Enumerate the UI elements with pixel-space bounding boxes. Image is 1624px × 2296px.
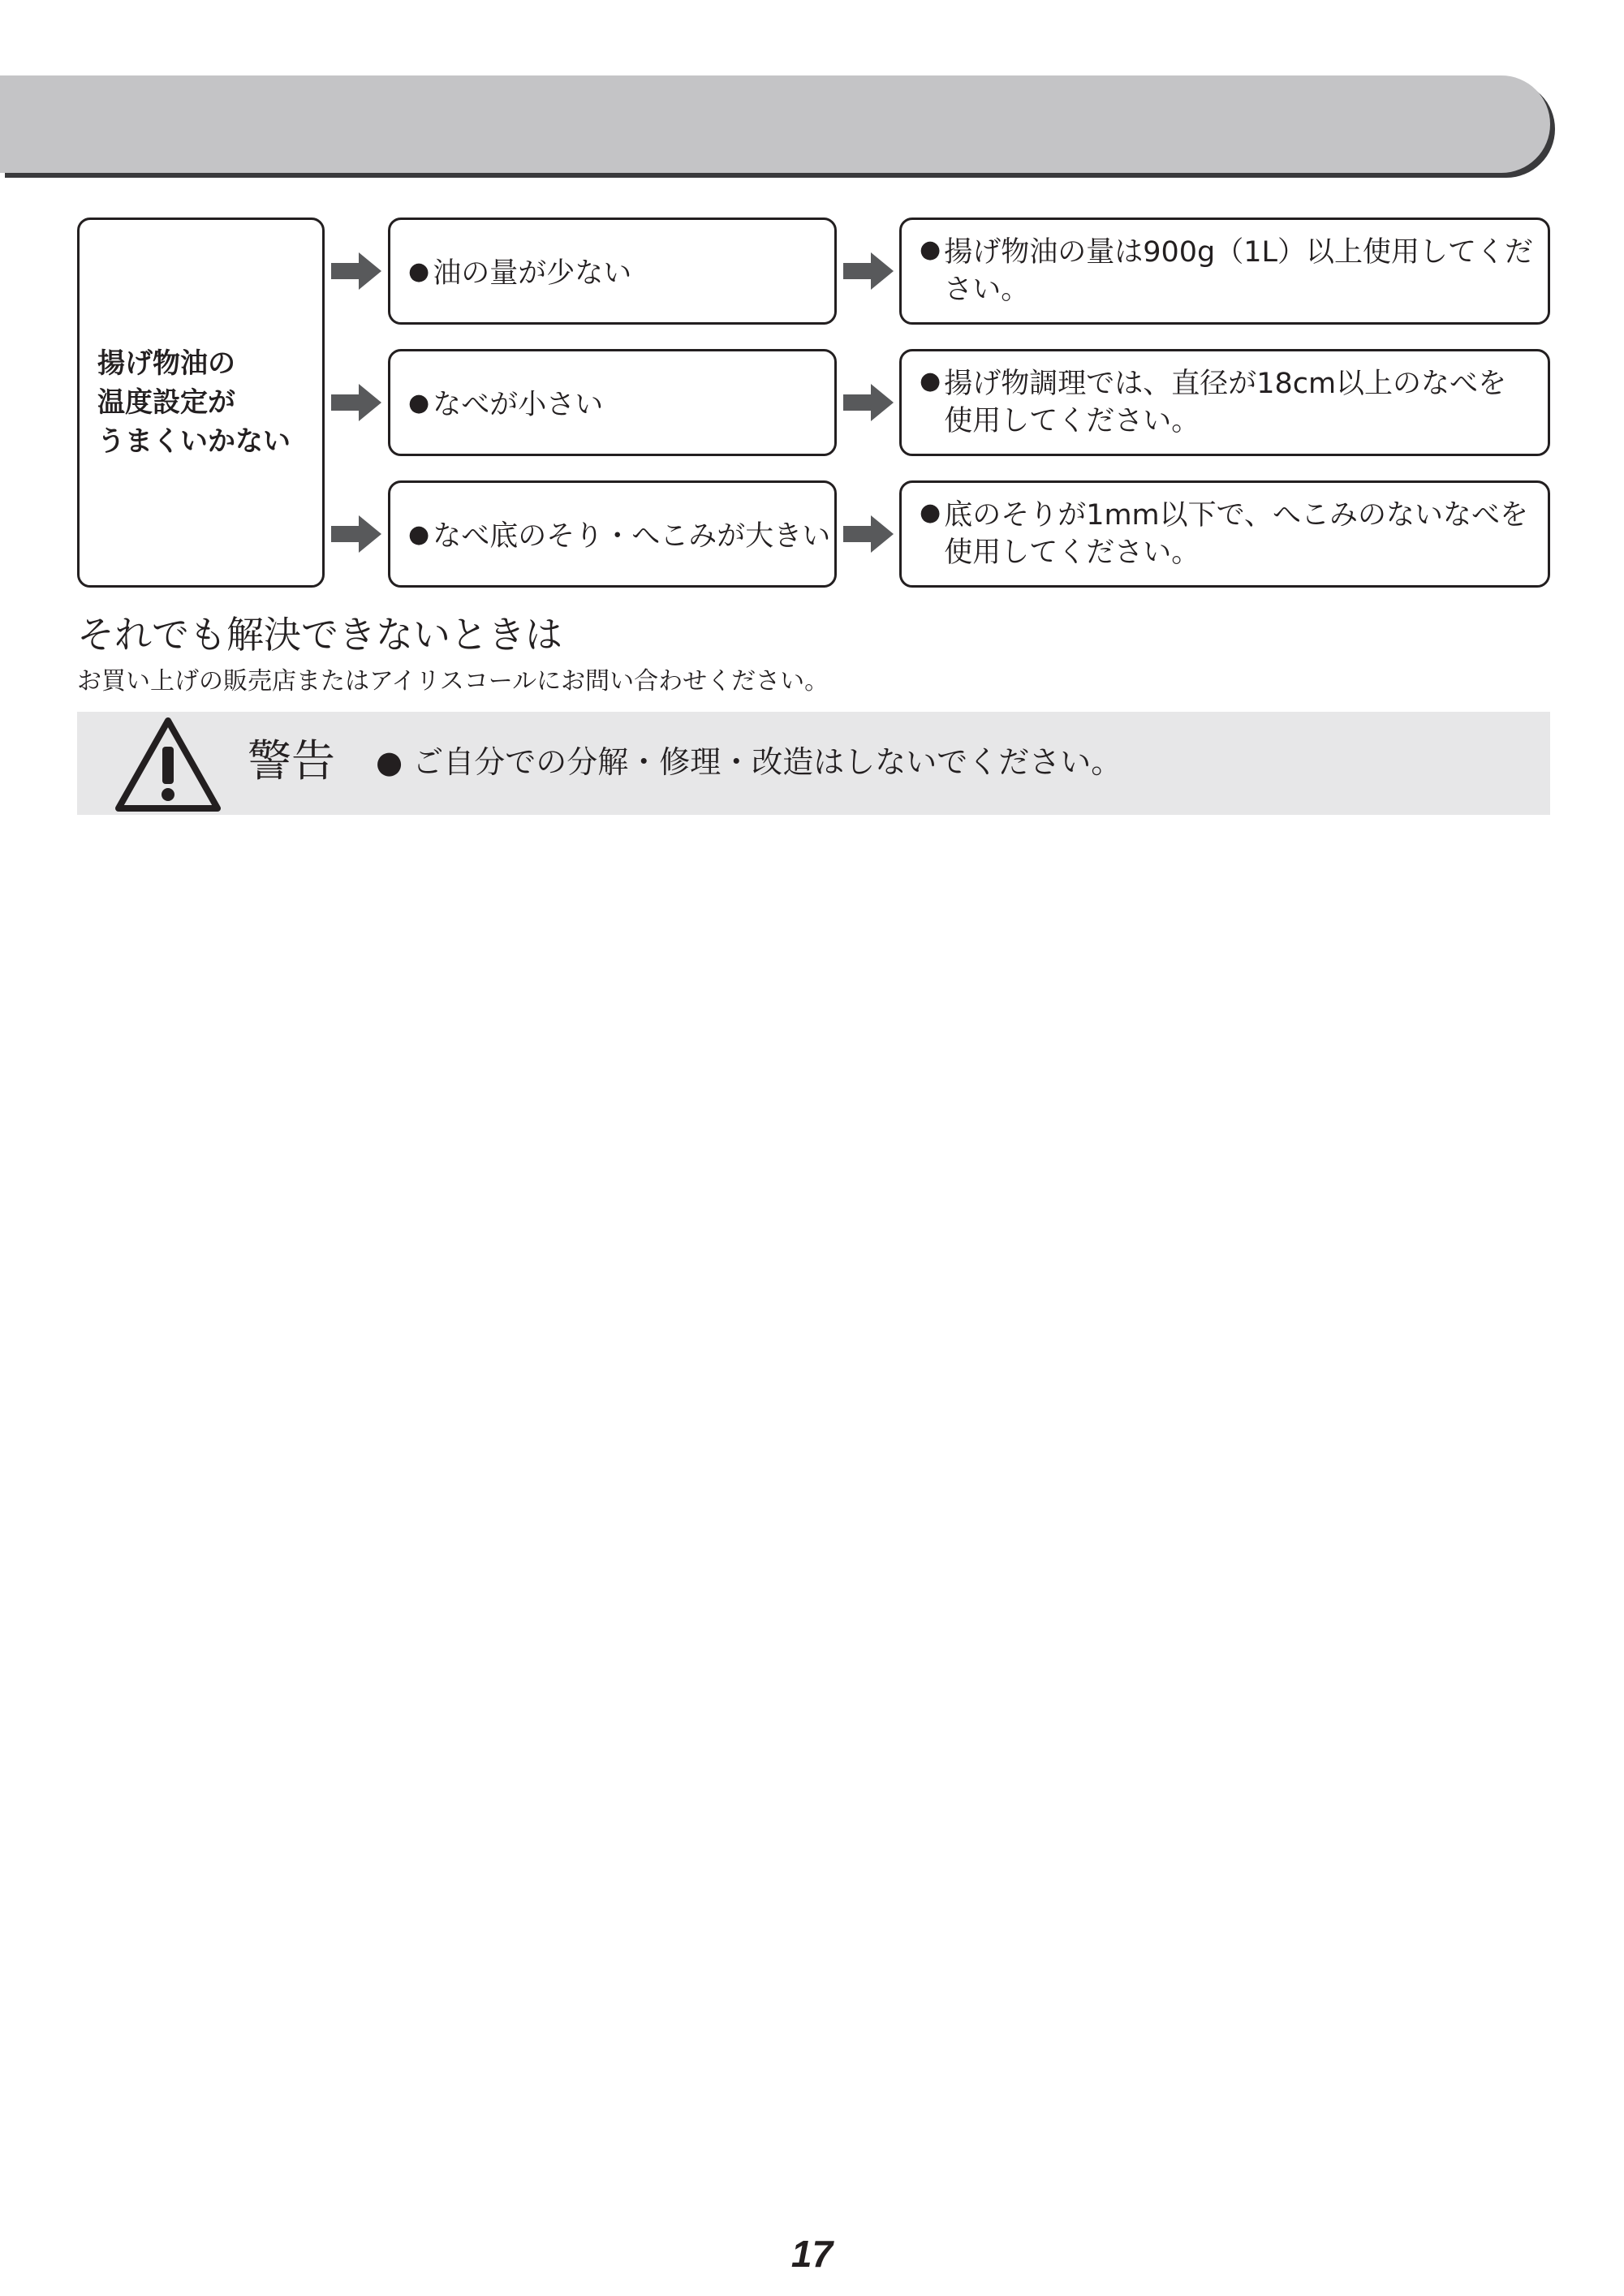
cause-text: 油の量が少ない	[433, 257, 632, 290]
bullet-icon: ●	[408, 519, 430, 549]
page-number: 17	[790, 2233, 834, 2275]
cause-box	[388, 349, 837, 456]
symptom-line: うまくいかない	[97, 425, 291, 458]
bullet-icon: ●	[920, 235, 941, 264]
warning-title: 警告	[248, 735, 335, 786]
symptom-label	[97, 344, 291, 461]
warning-box	[77, 712, 1550, 815]
remedy-box	[899, 218, 1550, 325]
arrow-right-icon	[331, 252, 381, 290]
bullet-icon: ●	[920, 367, 941, 395]
warning-triangle-icon	[114, 716, 222, 813]
remedy-box	[899, 480, 1550, 588]
cause-text: なべが小さい	[433, 389, 604, 421]
arrow-right-icon	[843, 384, 894, 421]
arrow-right-icon	[843, 515, 894, 553]
remedy-text: 揚げ物油の量は900g（1L）以上使用してください。	[944, 236, 1533, 306]
bullet-icon: ●	[920, 498, 941, 527]
cause-box	[388, 480, 837, 588]
remedy-text: 底のそりが1mm以下で、へこみのないなべを使用してください。	[944, 499, 1528, 569]
symptom-box	[77, 218, 325, 588]
bullet-icon: ●	[408, 256, 430, 286]
symptom-line: 温度設定が	[97, 386, 235, 419]
remedy-text: 揚げ物調理では、直径が18cm以上のなべを使用してください。	[944, 368, 1507, 437]
cause-box	[388, 218, 837, 325]
bullet-icon: ●	[408, 388, 430, 417]
arrow-right-icon	[331, 515, 381, 553]
header-bar	[0, 75, 1550, 173]
warning-text: ● ご自分での分解・修理・改造はしないでください。	[376, 744, 1122, 780]
remedy-box	[899, 349, 1550, 456]
unresolved-heading: それでも解決できないときは	[77, 613, 562, 657]
arrow-right-icon	[843, 252, 894, 290]
arrow-right-icon	[331, 384, 381, 421]
unresolved-text: お買い上げの販売店またはアイリスコールにお問い合わせください。	[77, 667, 829, 696]
cause-text: なべ底のそり・へこみが大きい	[433, 520, 831, 553]
symptom-line: 揚げ物油の	[97, 347, 235, 380]
